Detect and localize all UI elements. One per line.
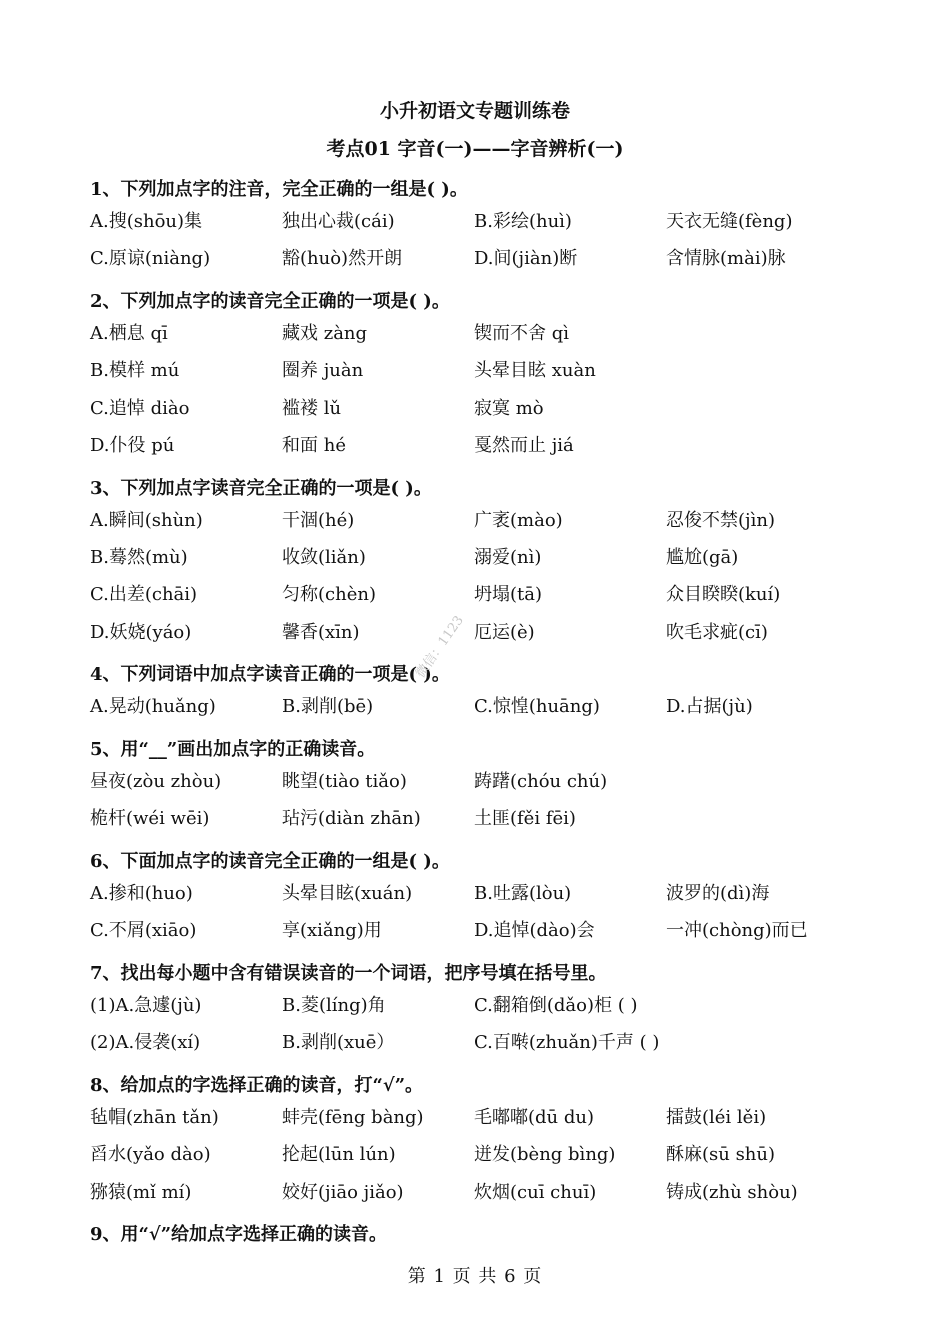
option: 坍塌(tā) (474, 584, 543, 605)
option: A.搜(shōu)集 (90, 211, 203, 232)
question-3-row-2 (0, 543, 950, 571)
option: 豁(huò)然开朗 (282, 248, 403, 269)
question-8-row-2 (0, 1140, 950, 1168)
option: B.模样 mú (90, 360, 180, 381)
question-2-stem: 2、下列加点字的读音完全正确的一项是( )。 (90, 291, 450, 312)
option: 玷污(diàn zhān) (282, 808, 421, 829)
option: B.菱(líng)角 (282, 995, 386, 1016)
option: 尴尬(gā) (666, 547, 739, 568)
option: C.惊惶(huāng) (474, 696, 600, 717)
option: C.不屑(xiāo) (90, 920, 197, 941)
option: 擂鼓(léi lěi) (666, 1107, 767, 1128)
option: A.瞬间(shùn) (90, 510, 203, 531)
option: C.百啭(zhuǎn)千声 ( ) (474, 1032, 660, 1053)
question-8-row-3 (0, 1178, 950, 1206)
option: B.剥削(bē) (282, 696, 374, 717)
option: 馨香(xīn) (282, 622, 360, 643)
question-5-row-2 (0, 804, 950, 832)
question-6-row-1 (0, 879, 950, 907)
option: 姣好(jiāo jiǎo) (282, 1182, 404, 1203)
question-5-row-1 (0, 767, 950, 795)
option: 蚌壳(fēng bàng) (282, 1107, 424, 1128)
question-1-row-1 (0, 207, 950, 235)
question-3-row-4 (0, 618, 950, 646)
option: 炊烟(cuī chuī) (474, 1182, 597, 1203)
option: 收敛(liǎn) (282, 547, 366, 568)
option: 波罗的(dì)海 (666, 883, 770, 904)
option: 眺望(tiào tiǎo) (282, 771, 407, 792)
option: D.妖娆(yáo) (90, 622, 192, 643)
option: 头晕目眩(xuán) (282, 883, 413, 904)
option: 桅杆(wéi wēi) (90, 808, 210, 829)
option: B.蓦然(mù) (90, 547, 188, 568)
option: 厄运(è) (474, 622, 535, 643)
option: 抡起(lūn lún) (282, 1144, 396, 1165)
option: A.晃动(huǎng) (90, 696, 216, 717)
question-7-stem: 7、找出每小题中含有错误读音的一个词语，把序号填在括号里。 (90, 963, 607, 984)
option: 忍俊不禁(jìn) (666, 510, 775, 531)
option: 昼夜(zòu zhòu) (90, 771, 222, 792)
option: 干涸(hé) (282, 510, 355, 531)
page-title: 小升初语文专题训练卷 (379, 100, 570, 122)
option: 圈养 juàn (282, 360, 364, 381)
page-footer: 第 1 页 共 6 页 (407, 1266, 543, 1287)
option: 铸成(zhù shòu) (666, 1182, 798, 1203)
option: 毡帽(zhān tǎn) (90, 1107, 219, 1128)
option: 众目睽睽(kuí) (666, 584, 781, 605)
option: 毛嘟嘟(dū du) (474, 1107, 594, 1128)
option: A.栖息 qī (90, 323, 168, 344)
question-6-row-2 (0, 916, 950, 944)
option: 天衣无缝(fèng) (666, 211, 793, 232)
option: D.占据(jù) (666, 696, 753, 717)
question-8-row-1 (0, 1103, 950, 1131)
question-4-stem: 4、下列词语中加点字读音正确的一项是( )。 (90, 664, 450, 685)
question-3-row-1 (0, 506, 950, 534)
option: 戛然而止 jiá (474, 435, 574, 456)
question-7-row-1 (0, 991, 950, 1019)
option: C.出差(chāi) (90, 584, 198, 605)
option: B.剥削(xuē） (282, 1032, 395, 1053)
option: 含情脉(mài)脉 (666, 248, 786, 269)
option: 吹毛求疵(cī) (666, 622, 768, 643)
question-7-row-2 (0, 1028, 950, 1056)
option: 享(xiǎng)用 (282, 920, 382, 941)
question-5-stem: 5、用“__”画出加点字的正确读音。 (90, 739, 376, 760)
option: D.间(jiàn)断 (474, 248, 578, 269)
option: 踌躇(chóu chú) (474, 771, 608, 792)
option: 舀水(yǎo dào) (90, 1144, 211, 1165)
option: B.彩绘(huì) (474, 211, 572, 232)
question-3-stem: 3、下列加点字读音完全正确的一项是( )。 (90, 478, 432, 499)
option: B.吐露(lòu) (474, 883, 572, 904)
page-subtitle: 考点01 字音(一)——字音辨析(一) (326, 138, 624, 160)
option: 和面 hé (282, 435, 346, 456)
option: C.追悼 diào (90, 398, 190, 419)
question-9-stem: 9、用“√”给加点字选择正确的读音。 (90, 1224, 388, 1245)
option: D.仆役 pú (90, 435, 175, 456)
option: 土匪(fěi fēi) (474, 808, 576, 829)
question-2-row-4 (0, 431, 950, 459)
option: A.掺和(huo) (90, 883, 193, 904)
option: 广袤(mào) (474, 510, 563, 531)
option: 褴褛 lǔ (282, 398, 342, 419)
option: 藏戏 zàng (282, 323, 368, 344)
option: 一冲(chòng)而已 (666, 920, 808, 941)
question-8-stem: 8、给加点的字选择正确的读音，打“√”。 (90, 1075, 424, 1096)
option: 猕猿(mǐ mí) (90, 1182, 192, 1203)
question-2-row-3 (0, 394, 950, 422)
option: (1)A.急遽(jù) (90, 995, 202, 1016)
option: (2)A.侵袭(xí) (90, 1032, 201, 1053)
option: 酥麻(sū shū) (666, 1144, 776, 1165)
option: D.追悼(dào)会 (474, 920, 595, 941)
option: 寂寞 mò (474, 398, 544, 419)
question-4-row-1 (0, 692, 950, 720)
question-2-row-1 (0, 319, 950, 347)
question-6-stem: 6、下面加点字的读音完全正确的一组是( )。 (90, 851, 450, 872)
question-2-row-2 (0, 356, 950, 384)
question-1-row-2 (0, 244, 950, 272)
option: 独出心裁(cái) (282, 211, 395, 232)
question-1-stem: 1、下列加点字的注音，完全正确的一组是( )。 (90, 179, 468, 200)
option: 头晕目眩 xuàn (474, 360, 596, 381)
option: C.翻箱倒(dǎo)柜 ( ) (474, 995, 638, 1016)
option: 溺爱(nì) (474, 547, 542, 568)
option: 匀称(chèn) (282, 584, 376, 605)
option: 锲而不舍 qì (474, 323, 570, 344)
option: 迸发(bèng bìng) (474, 1144, 616, 1165)
question-3-row-3 (0, 580, 950, 608)
watermark: 微信：1123 (413, 613, 467, 681)
option: C.原谅(niàng) (90, 248, 211, 269)
